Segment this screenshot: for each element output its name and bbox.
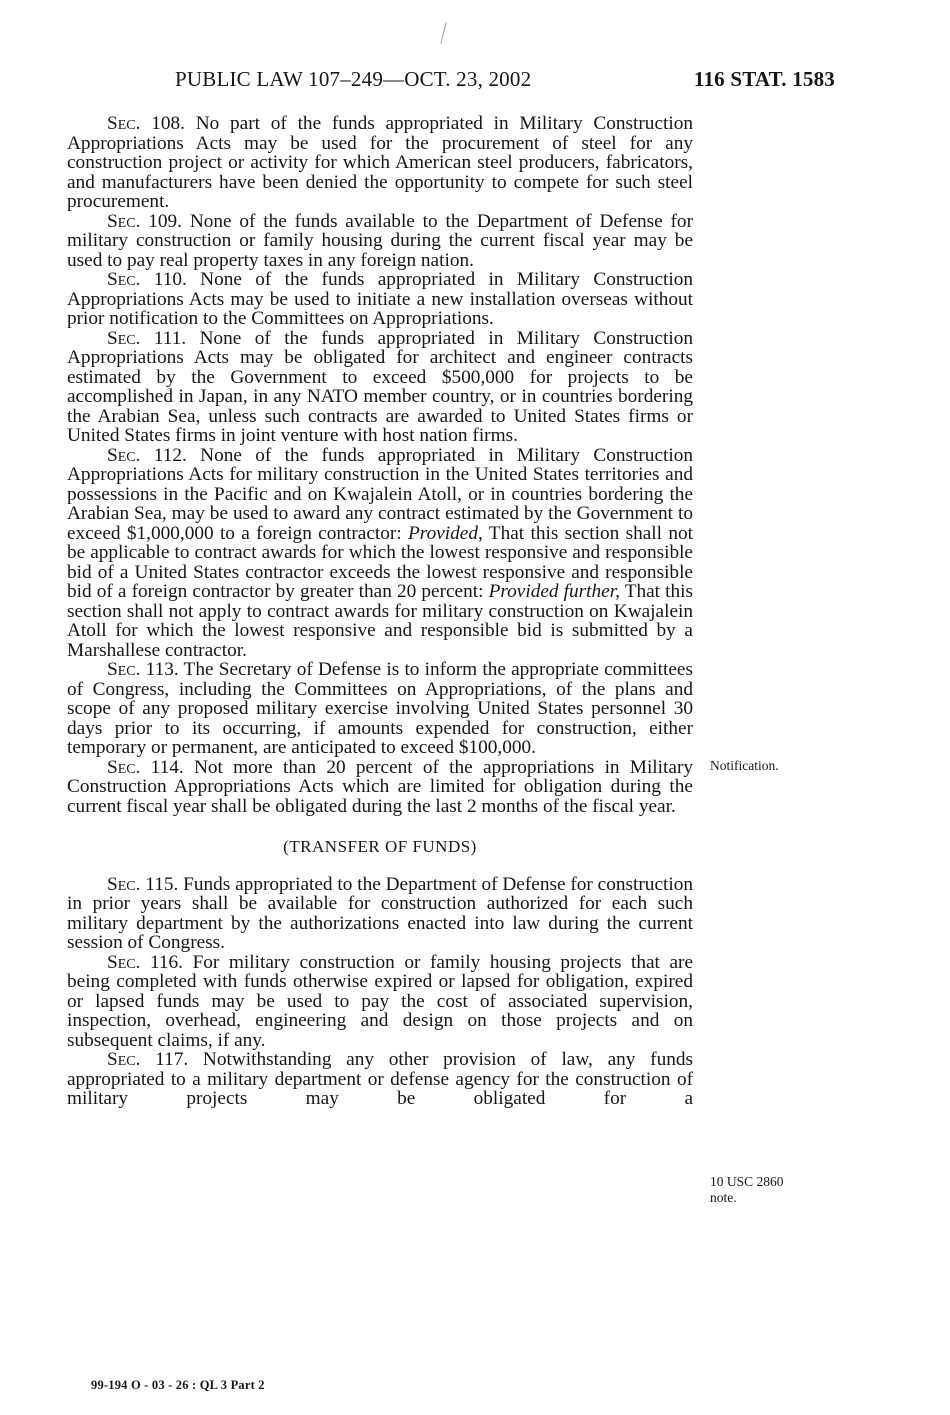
section-text-part-1: None of the funds appropriated in Military Construction Appropriations Acts for military construction in the United States territories and possessions in the Pacific and on Kwajalein Atoll, or in countries bordering the Arabian Sea, may be used to award any contract estimated by the Government to exceed $1,000,000 to a foreign contractor:	[67, 444, 693, 544]
section-text: None of the funds available to the Department of Defense for military construction or family housing during the current fiscal year may be used to pay real property taxes in any foreign nation.	[67, 210, 693, 271]
section-label: Sec. 108.	[107, 113, 185, 134]
usc-citation: 10 USC 2860	[710, 1174, 784, 1189]
section-112	[67, 446, 693, 661]
section-label: Sec. 111.	[107, 327, 187, 349]
section-text: Notwithstanding any other provision of law, any funds appropriated to a military department or defense agency for the construction of military projects may be obligated for a	[67, 1049, 693, 1109]
proviso-term: Provided further,	[488, 581, 620, 602]
section-heading-transfer-of-funds: (TRANSFER OF FUNDS)	[283, 837, 477, 856]
section-text: None of the funds appropriated in Military Construction Appropriations Acts may be used to initiate a new installation overseas without prior notification to the Committees on Appropriations.	[67, 269, 693, 329]
running-head-title: PUBLIC LAW 107–249—OCT. 23, 2002	[175, 67, 532, 91]
section-116	[67, 953, 693, 1051]
section-117	[67, 1050, 693, 1109]
section-109	[67, 212, 693, 271]
proviso-term: Provided,	[408, 522, 483, 544]
section-110	[67, 270, 693, 329]
section-text: None of the funds appropriated in Military Construction Appropriations Acts may be obligated for architect and engineer contracts estimated by the Government to exceed $500,000 for projects to be accomplished in Japan, in any NATO member country, or in countries bordering the Arabian Sea, unless such contracts are awarded to United States firms or United States firms in joint venture with host nation firms.	[67, 327, 693, 446]
section-label: Sec. 115.	[107, 873, 179, 895]
running-head	[175, 64, 835, 94]
section-text: Not more than 20 percent of the appropriations in Military Construction Appropriations Acts which are limited for obligation during the current fiscal year shall be obligated during the last 2 months of the fiscal year.	[67, 756, 693, 817]
usc-citation-note: note.	[710, 1190, 737, 1205]
section-label: Sec. 116.	[107, 951, 184, 973]
section-label: Sec. 110.	[107, 269, 187, 290]
section-text: Funds appropriated to the Department of Defense for construction in prior years shall be available for construction authorized for each such military department by the authorizations enacted into law during the current session of Congress.	[67, 873, 693, 953]
section-text-part-2: That this section shall not be applicable to contract awards for which the lowest responsive and responsible bid of a United States contractor exceeds the lowest responsive and responsible bid of a foreign contractor by greater than 20 percent:	[67, 522, 693, 602]
section-label: Sec. 113.	[107, 659, 179, 680]
page-statute-number: 116 STAT. 1583	[693, 67, 835, 91]
section-text: For military construction or family housing projects that are being completed with funds otherwise expired or lapsed for obligation, expired or lapsed funds may be used to pay the cost of associated supervision, inspection, overhead, engineering and design on those projects and on subsequent claims, if any.	[67, 951, 693, 1051]
section-text-part-3: That this section shall not apply to contract awards for military construction on Kwajalein Atoll for which the lowest responsive and responsible bid is submitted by a Marshallese contractor.	[67, 581, 693, 661]
margin-note-notification: Notification.	[710, 758, 779, 773]
section-108	[67, 114, 693, 212]
section-label: Sec. 109.	[107, 210, 182, 232]
margin-note-usc-citation	[710, 1174, 820, 1206]
section-label: Sec. 114.	[107, 756, 184, 778]
section-label: Sec. 112.	[107, 444, 187, 466]
section-text: The Secretary of Defense is to inform the appropriate committees of Congress, including the Committees on Appropriations, of the plans and scope of any proposed military exercise involving United States personnel 30 days prior to its occurring, if amounts expended for construction, either temporary or permanent, are anticipated to exceed $100,000.	[67, 659, 693, 758]
section-label: Sec. 117.	[107, 1049, 189, 1070]
section-113	[67, 660, 693, 758]
section-114	[67, 758, 693, 817]
section-115	[67, 875, 693, 953]
section-text: No part of the funds appropriated in Military Construction Appropriations Acts may be used for the procurement of steel for any construction project or activity for which American steel producers, fabricators, and manufacturers have been denied the opportunity to compete for such steel procurement.	[67, 113, 693, 212]
printing-footer: 99-194 O - 03 - 26 : QL 3 Part 2	[91, 1378, 265, 1392]
scan-mark	[440, 22, 446, 44]
body-text	[67, 114, 693, 1109]
section-111	[67, 329, 693, 446]
